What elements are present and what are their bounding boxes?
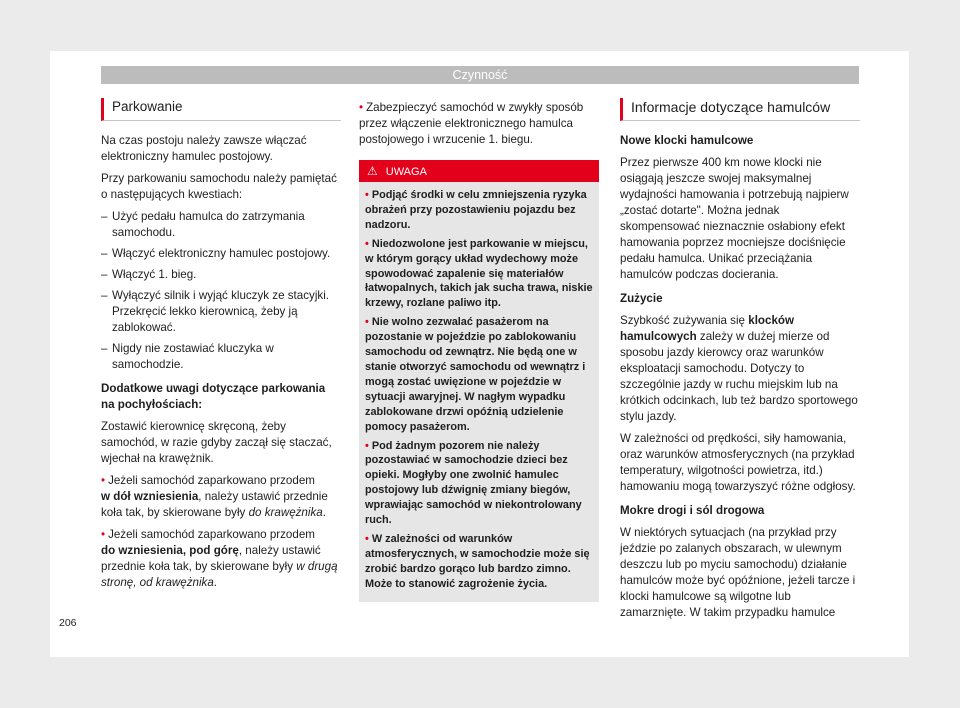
section-title-parking: Parkowanie (101, 98, 341, 121)
bullet-icon: • (101, 474, 106, 487)
warning-box (359, 160, 599, 602)
bullet-icon: • (359, 101, 364, 114)
warning-triangle-icon: ⚠ (367, 164, 378, 178)
chapter-header: Czynność (101, 66, 859, 84)
wear-text: Szybkość zużywania się klocków hamulcowych zależy w dużej mierze od sposobu jazdy kierowcy oraz warunków eksploatacji samochodu. Dotyczy to szczególnie jazdy w ruchu miejskim lub na krótkich odcinkach, lub też bardzo sportowego stylu jazdy. (620, 314, 858, 423)
list-item: – Włączyć elektroniczny hamulec postojowy. (101, 247, 331, 260)
slope-text: Zostawić kierownicę skręconą, żeby samochód, w razie gdyby zaczął się staczać, wjechał na krawężnik. (101, 420, 332, 465)
list-item: – Wyłączyć silnik i wyjąć kluczyk ze stacyjki. Przekręcić lekko kierownicą, żeby ją zablokować. (101, 289, 329, 334)
new-pads-text: Przez pierwsze 400 km nowe klocki nie osiągają jeszcze swojej maksymalnej wydajności hamowania i potrzebują najpierw „zostać dotarte". Można jednak skompensować nieznacznie osłabiony efekt hamowania poprzez mocniejsze dociśnięcie pedału hamulca. Unikać przeciążania hamulców podczas docierania. (620, 156, 849, 281)
intro-text-2: Przy parkowaniu samochodu należy pamiętać o następujących kwestiach: (101, 172, 337, 201)
warning-item: • Podjąć środki w celu zmniejszenia ryzyka obrażeń przy pozostawieniu pojazdu bez nadzoru. (365, 189, 587, 231)
warning-header: ⚠ UWAGA (359, 160, 599, 182)
new-pads-heading: Nowe klocki hamulcowe (620, 134, 754, 147)
list-item: – Włączyć 1. bieg. (101, 268, 197, 281)
downhill-note: • Jeżeli samochód zaparkowano przodem w dół wzniesienia, należy ustawić przednie koła tak, by skierowane były do krawężnika. (101, 474, 328, 519)
warning-item: • Pod żadnym pozorem nie należy pozostawiać w samochodzie dzieci bez opieki. Mogłyby one zwolnić hamulec postojowy lub dźwignię zmiany biegów, wprawiając samochód w niekontrolowany ruch. (365, 439, 582, 527)
left-column (101, 98, 341, 597)
wet-roads-text: W niektórych sytuacjach (na przykład przy jeździe po zalanych obszarach, w ulewnym deszczu lub po myciu samochodu) działanie hamulców może być opóźnione, jeżeli tarcze i klocki hamulcowe są wilgotne lub zamarznięte. W takim przypadku hamulce (620, 526, 856, 619)
wet-roads-heading: Mokre drogi i sól drogowa (620, 504, 765, 517)
wear-heading: Zużycie (620, 292, 663, 305)
secure-text: • Zabezpieczyć samochód w zwykły sposób przez włączenie elektronicznego hamulca postojowego i wrzucenie 1. biegu. (359, 101, 584, 146)
warning-item: • W zależności od warunków atmosferycznych, w samochodzie może się zrobić bardzo gorąco lub bardzo zimno. Może to stanowić zagrożenie życia. (365, 532, 590, 590)
warning-item: • Niedozwolone jest parkowanie w miejscu, w którym gorący układ wydechowy może spowodować zapalenie się materiałów łatwopalnych, takich jak sucha trawa, niskie krzewy, rozlane paliwo itp. (365, 237, 593, 310)
intro-text-1: Na czas postoju należy zawsze włączać elektroniczny hamulec postojowy. (101, 134, 307, 163)
list-item: – Użyć pedału hamulca do zatrzymania samochodu. (101, 210, 305, 239)
bullet-icon: • (365, 189, 369, 201)
section-title-brakes: Informacje dotyczące hamulców (620, 98, 860, 121)
middle-column (359, 100, 599, 602)
bullet-icon: • (365, 439, 369, 452)
list-item: – Nigdy nie zostawiać kluczyka w samochodzie. (101, 342, 274, 371)
warning-body (359, 182, 599, 592)
right-column (620, 98, 860, 627)
bullet-icon: • (365, 532, 369, 545)
bullet-icon: • (365, 316, 369, 329)
bullet-icon: • (365, 237, 369, 250)
page-number: 206 (59, 617, 77, 629)
bullet-icon: • (101, 528, 106, 541)
slope-heading: Dodatkowe uwagi dotyczące parkowania na pochyłościach: (101, 382, 326, 411)
wear-text-2: W zależności od prędkości, siły hamowania, oraz warunków atmosferycznych (na przykład temperatury, wilgotności powietrza, itd.) hamowaniu mogą towarzyszyć różne odgłosy. (620, 432, 856, 493)
warning-item: • Nie wolno zezwalać pasażerom na pozostanie w pojeździe po zablokowaniu samochodu od zewnątrz. Nie będą one w stanie otworzyć samochodu od wewnątrz i mogą zostać uwięzione w pojeździe w sytuacji awaryjnej. W nagłym wypadku zablokowane drzwi opóźnią udzielenie pomocy pasażerom. (365, 316, 586, 433)
uphill-note: • Jeżeli samochód zaparkowano przodem do wzniesienia, pod górę, należy ustawić przednie koła tak, by skierowane były w drugą stronę, od krawężnika. (101, 528, 338, 589)
